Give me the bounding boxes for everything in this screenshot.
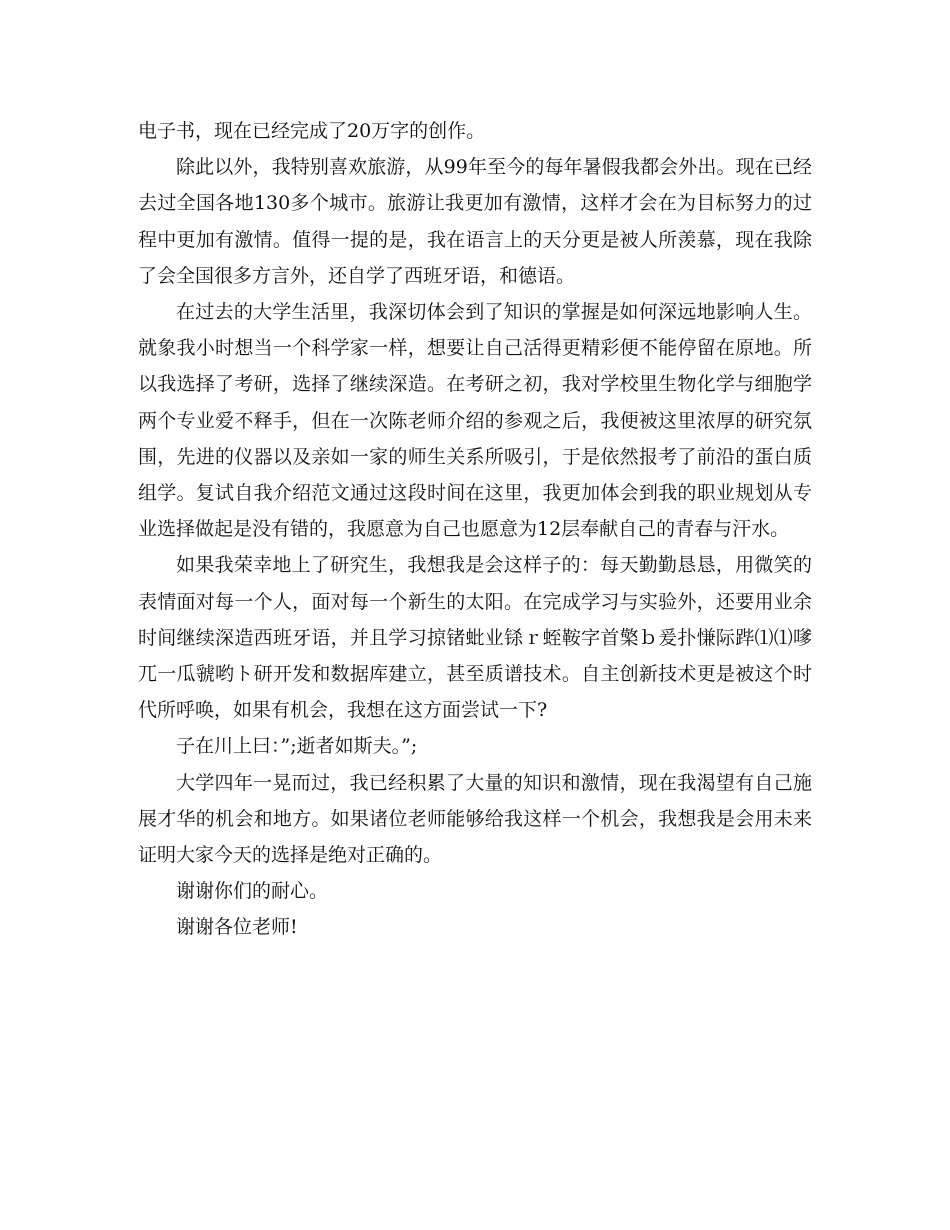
paragraph-graduate-plans: 如果我荣幸地上了研究生，我想我是会这样子的：每天勤勤恳恳，用微笑的表情面对每一个人，面对每一个新生的太阳。在完成学习与实验外，还要用业余时间继续深造西班牙语，并且学习掠锗蚍业铩ｒ蛭鞍字首檠ｂ爰扑慊际跸⑴⑴嗲兀一瓜虢哟ト研开发和数据库建立，甚至质谱技术。自主创新技术更是被这个时代所呼唤，如果有机会，我想在这方面尝试一下? <box>138 554 812 722</box>
paragraph-travel: 除此以外，我特别喜欢旅游，从99年至今的每年暑假我都会外出。现在已经去过全国各地130多个城市。旅游让我更加有激情，这样才会在为目标努力的过程中更加有激情。值得一提的是，我在语言上的天分更是被人所羡慕，现在我除了会全国很多方言外，还自学了西班牙语，和德语。 <box>138 156 812 287</box>
paragraph-quote: 子在川上曰：”;逝者如斯夫。”; <box>176 735 418 758</box>
paragraph-thanks-patience: 谢谢你们的耐心。 <box>176 880 329 903</box>
paragraph-conclusion: 大学四年一晃而过，我已经积累了大量的知识和激情，现在我渴望有自己施展才华的机会和地方。如果诸位老师能够给我这样一个机会，我想我是会用未来证明大家今天的选择是绝对正确的。 <box>138 771 812 867</box>
paragraph-continuation: 电子书，现在已经完成了20万字的创作。 <box>138 120 486 142</box>
paragraph-university-life: 在过去的大学生活里，我深切体会到了知识的掌握是如何深远地影响人生。就象我小时想当一个科学家一样，想要让自己活得更精彩便不能停留在原地。所以我选择了考研，选择了继续深造。在考研之初，我对学校里生物化学与细胞学两个专业爱不释手，但在一次陈老师介绍的参观之后，我便被这里浓厚的研究氛围，先进的仪器以及亲如一家的师生关系所吸引，于是依然报考了前沿的蛋白质组学。复试自我介绍范文通过这段时间在这里，我更加体会到我的职业规划从专业选择做起是没有错的，我愿意为自己也愿意为12层奉献自己的青春与汗水。 <box>138 301 812 541</box>
paragraph-thanks-teachers: 谢谢各位老师! <box>176 916 298 939</box>
